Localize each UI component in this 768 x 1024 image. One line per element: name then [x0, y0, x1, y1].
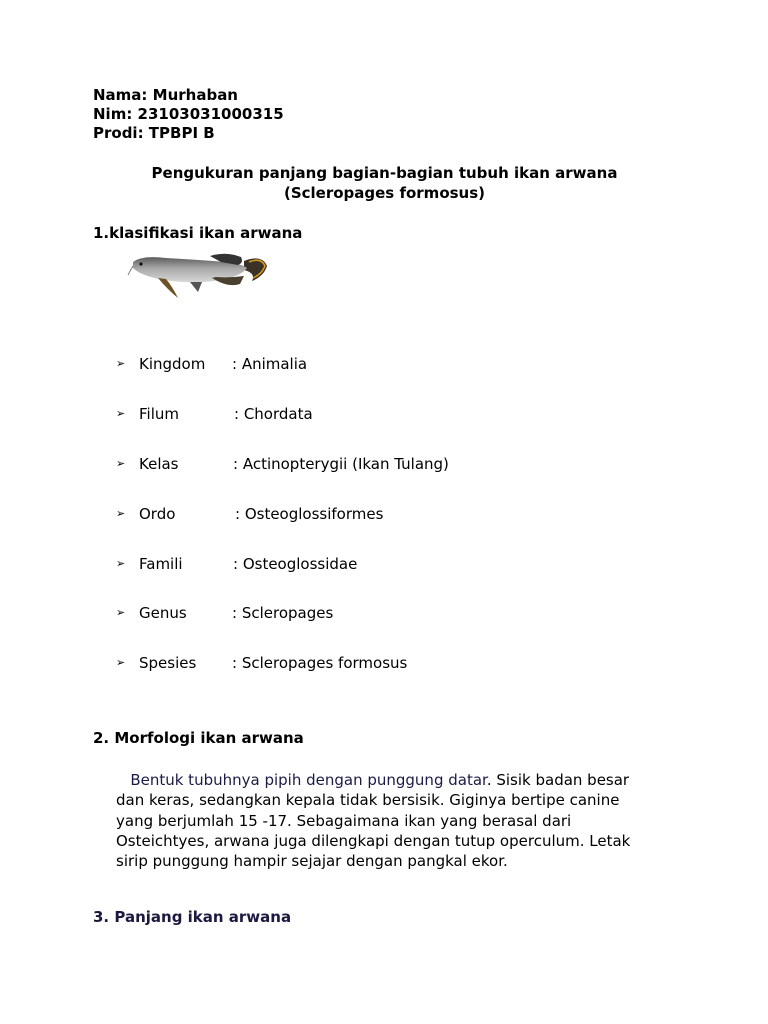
section-2-heading: 2. Morfologi ikan arwana: [93, 729, 304, 747]
taxon-rank: Kingdom: [139, 355, 206, 373]
taxon-value: : Osteoglossiformes: [235, 505, 384, 523]
taxon-rank: Famili: [139, 555, 183, 573]
taxon-rank: Filum: [139, 405, 179, 423]
taxon-value: : Scleropages formosus: [232, 654, 408, 672]
taxon-rank: Kelas: [139, 455, 179, 473]
arrow-bullet-icon: ➢: [116, 407, 126, 420]
document-title: [93, 164, 676, 203]
taxon-value: : Chordata: [234, 405, 313, 423]
morphology-body-text: . Sisik badan besar dan keras, sedangkan kepala tidak bersisik. Giginya bertipe canine yang berjumlah 15 -17. Sebagaimana ikan yang berasal dari Osteichtyes, arwana juga dilengkapi dengan tutup operculum. Letak sirip punggung hampir sejajar dengan pangkal ekor.: [116, 771, 631, 871]
arrow-bullet-icon: ➢: [116, 507, 126, 520]
title-line-2: (Scleropages formosus): [283, 183, 486, 202]
arrow-bullet-icon: ➢: [116, 457, 126, 470]
arrow-bullet-icon: ➢: [116, 656, 126, 669]
taxon-value: : Osteoglossidae: [233, 555, 358, 573]
title-line-1: Pengukuran panjang bagian-bagian tubuh ikan arwana: [151, 164, 618, 182]
taxon-rank: Ordo: [139, 505, 176, 523]
study-program: Prodi: TPBPI B: [93, 124, 215, 142]
morphology-lead-text: Bentuk tubuhnya pipih dengan punggung datar: [130, 771, 487, 789]
student-name: Nama: Murhaban: [93, 86, 238, 104]
arrow-bullet-icon: ➢: [116, 557, 126, 570]
taxon-value: : Actinopterygii (Ikan Tulang): [233, 455, 449, 473]
arrow-bullet-icon: ➢: [116, 357, 126, 370]
arowana-fish-image: [126, 248, 276, 302]
section-3-heading: 3. Panjang ikan arwana: [93, 908, 292, 926]
taxon-rank: Genus: [139, 604, 187, 622]
morphology-paragraph: [116, 770, 661, 871]
student-nim: Nim: 23103031000315: [93, 105, 284, 123]
section-1-heading: 1.klasifikasi ikan arwana: [93, 224, 303, 242]
taxon-rank: Spesies: [139, 654, 197, 672]
arrow-bullet-icon: ➢: [116, 606, 126, 619]
taxon-value: : Scleropages: [232, 604, 334, 622]
taxon-value: : Animalia: [232, 355, 308, 373]
